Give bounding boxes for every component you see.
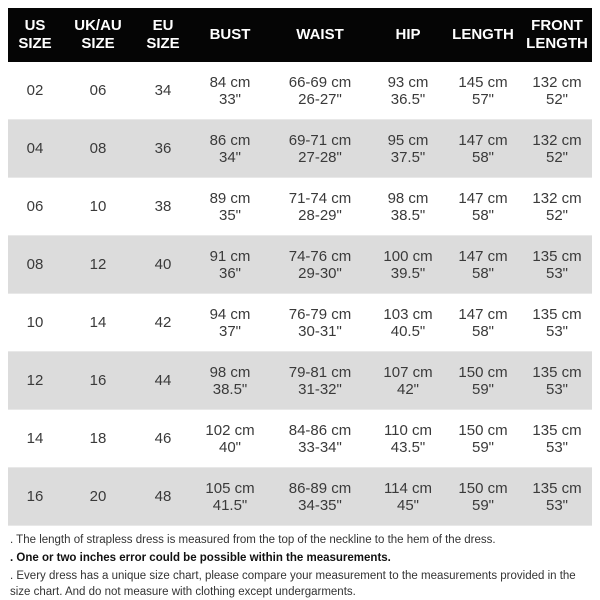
inch-value: 58" [471,264,494,282]
waist-cell [268,120,372,178]
cm-value: 147 cm [458,247,508,265]
cm-value: 91 cm [209,247,251,265]
eu-size-cell: 48 [134,468,192,526]
inch-value: 34" [218,148,241,166]
size-table [8,8,592,526]
note-line: . Every dress has a unique size chart, please compare your measurement to the measurements provided in the size chart. And do not measure with clothing except undergarments. [10,570,576,598]
front-length-cell [522,294,592,352]
cm-value: 132 cm [532,189,582,207]
inch-value: 36" [218,264,241,282]
cm-value: 66-69 cm [288,73,352,91]
bust-cell [192,178,268,236]
header-waist: WAIST [268,8,372,62]
inch-value: 53" [545,496,568,514]
header-length: LENGTH [444,8,522,62]
cm-value: 89 cm [209,189,251,207]
header-ukau-size [62,8,134,62]
header-hip: HIP [372,8,444,62]
cm-value: 100 cm [383,247,433,265]
eu-size-cell: 44 [134,352,192,410]
table-row [8,352,592,410]
inch-value: 33-34" [298,438,342,456]
inch-value: 37" [218,322,241,340]
cm-value: 107 cm [383,363,433,381]
front-length-cell [522,62,592,120]
cm-value: 98 cm [209,363,251,381]
cm-value: 76-79 cm [288,305,352,323]
bust-cell [192,294,268,352]
table-row [8,468,592,526]
cm-value: 86-89 cm [288,479,352,497]
header-ukau-size-line2: SIZE [81,35,115,52]
cm-value: 93 cm [387,73,429,91]
inch-value: 53" [545,264,568,282]
waist-cell [268,294,372,352]
us-size-cell: 12 [8,352,62,410]
inch-value: 58" [471,206,494,224]
table-row [8,120,592,178]
inch-value: 38.5" [390,206,426,224]
ukau-size-cell: 20 [62,468,134,526]
bust-cell [192,236,268,294]
cm-value: 135 cm [532,305,582,323]
inch-value: 39.5" [390,264,426,282]
table-row [8,294,592,352]
inch-value: 26-27" [298,90,342,108]
front-length-cell [522,468,592,526]
header-front-length-line1: FRONT [531,17,583,34]
eu-size-cell: 40 [134,236,192,294]
cm-value: 74-76 cm [288,247,352,265]
cm-value: 135 cm [532,479,582,497]
cm-value: 102 cm [205,421,255,439]
length-cell [444,352,522,410]
inch-value: 53" [545,322,568,340]
cm-value: 98 cm [387,189,429,207]
front-length-cell [522,236,592,294]
us-size-cell: 02 [8,62,62,120]
cm-value: 84 cm [209,73,251,91]
inch-value: 38.5" [212,380,248,398]
eu-size-cell: 38 [134,178,192,236]
cm-value: 135 cm [532,247,582,265]
ukau-size-cell: 14 [62,294,134,352]
inch-value: 43.5" [390,438,426,456]
eu-size-cell: 34 [134,62,192,120]
header-bust: BUST [192,8,268,62]
ukau-size-cell: 06 [62,62,134,120]
length-cell [444,410,522,468]
cm-value: 94 cm [209,305,251,323]
header-eu-size [134,8,192,62]
length-cell [444,236,522,294]
front-length-cell [522,178,592,236]
header-us-size [8,8,62,62]
note-line: . The length of strapless dress is measured from the top of the neckline to the hem of the dress. [10,534,496,546]
cm-value: 147 cm [458,131,508,149]
inch-value: 59" [471,438,494,456]
hip-cell [372,178,444,236]
header-front-length [522,8,592,62]
cm-value: 110 cm [383,421,433,439]
inch-value: 33" [218,90,241,108]
inch-value: 27-28" [298,148,342,166]
front-length-cell [522,120,592,178]
front-length-cell [522,352,592,410]
ukau-size-cell: 08 [62,120,134,178]
cm-value: 150 cm [458,479,508,497]
ukau-size-cell: 12 [62,236,134,294]
waist-cell [268,236,372,294]
length-cell [444,178,522,236]
inch-value: 41.5" [212,496,248,514]
cm-value: 132 cm [532,131,582,149]
note-line: . One or two inches error could be possible within the measurements. [10,552,391,564]
ukau-size-cell: 16 [62,352,134,410]
inch-value: 37.5" [390,148,426,166]
cm-value: 103 cm [383,305,433,323]
header-front-length-line2: LENGTH [526,35,588,52]
inch-value: 31-32" [298,380,342,398]
cm-value: 95 cm [387,131,429,149]
us-size-cell: 04 [8,120,62,178]
table-row [8,236,592,294]
eu-size-cell: 46 [134,410,192,468]
inch-value: 45" [396,496,419,514]
cm-value: 147 cm [458,305,508,323]
us-size-cell: 06 [8,178,62,236]
bust-cell [192,468,268,526]
us-size-cell: 16 [8,468,62,526]
waist-cell [268,62,372,120]
waist-cell [268,178,372,236]
cm-value: 86 cm [209,131,251,149]
us-size-cell: 10 [8,294,62,352]
inch-value: 40" [218,438,241,456]
hip-cell [372,120,444,178]
header-eu-size-line1: EU [152,17,174,34]
cm-value: 150 cm [458,421,508,439]
bust-cell [192,410,268,468]
inch-value: 53" [545,438,568,456]
inch-value: 30-31" [298,322,342,340]
hip-cell [372,410,444,468]
length-cell [444,468,522,526]
header-us-size-line1: US [24,17,46,34]
inch-value: 57" [471,90,494,108]
bust-cell [192,62,268,120]
inch-value: 58" [471,148,494,166]
cm-value: 84-86 cm [288,421,352,439]
hip-cell [372,352,444,410]
bust-cell [192,120,268,178]
cm-value: 132 cm [532,73,582,91]
cm-value: 105 cm [205,479,255,497]
cm-value: 114 cm [383,479,433,497]
cm-value: 69-71 cm [288,131,352,149]
length-cell [444,120,522,178]
hip-cell [372,294,444,352]
waist-cell [268,410,372,468]
inch-value: 34-35" [298,496,342,514]
inch-value: 40.5" [390,322,426,340]
table-row [8,410,592,468]
measurement-notes [8,532,592,600]
waist-cell [268,468,372,526]
ukau-size-cell: 18 [62,410,134,468]
front-length-cell [522,410,592,468]
inch-value: 59" [471,380,494,398]
cm-value: 135 cm [532,363,582,381]
ukau-size-cell: 10 [62,178,134,236]
cm-value: 147 cm [458,189,508,207]
table-row [8,178,592,236]
cm-value: 79-81 cm [288,363,352,381]
cm-value: 71-74 cm [288,189,352,207]
size-rows [8,62,592,526]
inch-value: 29-30" [298,264,342,282]
inch-value: 35" [218,206,241,224]
cm-value: 145 cm [458,73,508,91]
inch-value: 52" [545,90,568,108]
cm-value: 135 cm [532,421,582,439]
hip-cell [372,236,444,294]
length-cell [444,62,522,120]
inch-value: 52" [545,148,568,166]
hip-cell [372,62,444,120]
eu-size-cell: 42 [134,294,192,352]
header-row [8,8,592,62]
header-eu-size-line2: SIZE [146,35,180,52]
header-ukau-size-line1: UK/AU [74,17,122,34]
inch-value: 42" [396,380,419,398]
table-row [8,62,592,120]
inch-value: 52" [545,206,568,224]
inch-value: 36.5" [390,90,426,108]
header-us-size-line2: SIZE [18,35,52,52]
inch-value: 28-29" [298,206,342,224]
waist-cell [268,352,372,410]
hip-cell [372,468,444,526]
eu-size-cell: 36 [134,120,192,178]
us-size-cell: 08 [8,236,62,294]
inch-value: 58" [471,322,494,340]
bust-cell [192,352,268,410]
length-cell [444,294,522,352]
cm-value: 150 cm [458,363,508,381]
inch-value: 59" [471,496,494,514]
us-size-cell: 14 [8,410,62,468]
inch-value: 53" [545,380,568,398]
